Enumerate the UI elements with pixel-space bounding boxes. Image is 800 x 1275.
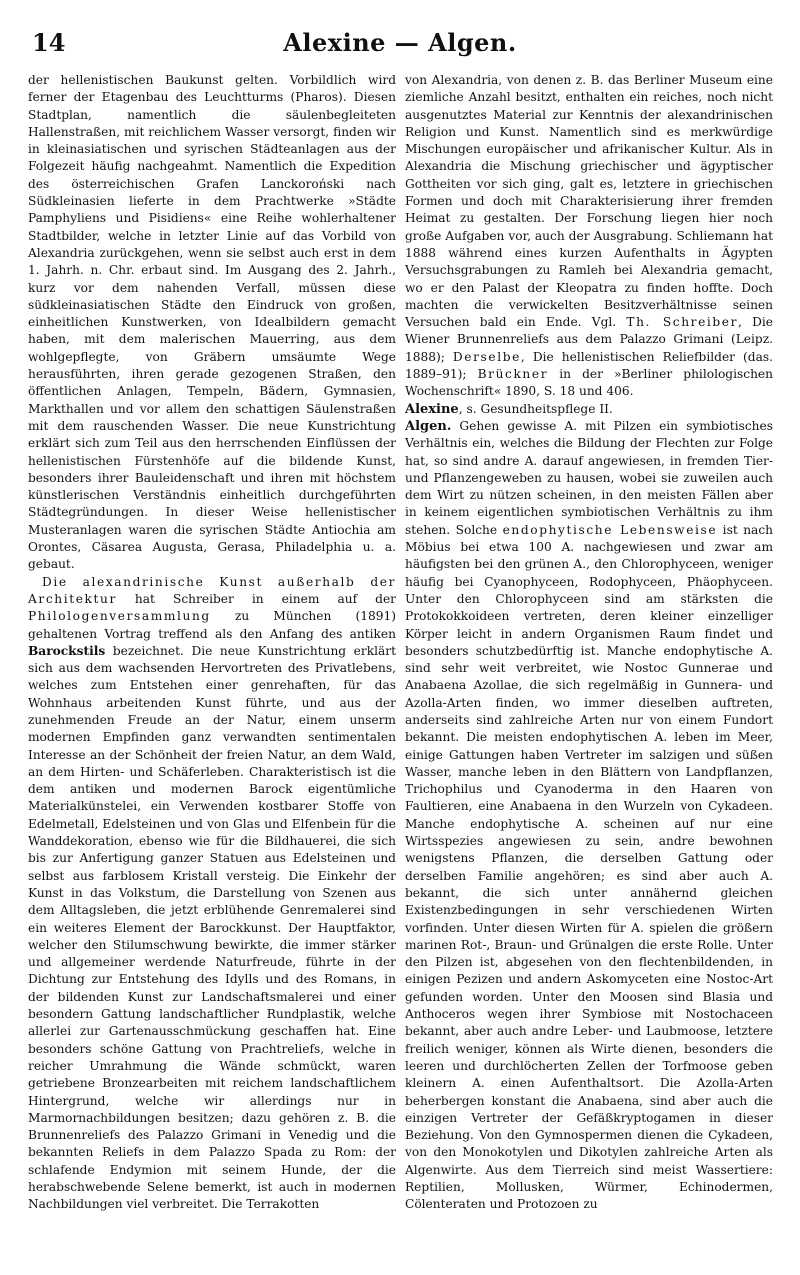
right-column [405,72,773,1267]
text-run: ist nach Möbius bei etwa 100 A. nachgewiesen und zwar am häufigsten bei den grünen A., den Chlorophyceen, weniger häufig bei Cyanophyceen, Rodophyceen, Phäophyceen. Unter den Chlorophyceen sind am stärksten die Protokokkoideen vertreten, deren kleiner einzelliger Körper leicht in andern Organismen Raum findet und besonders schutzbedürftig ist. Manche endophytische A. sind sehr weit verbreitet, wie Nostoc Gunnerae und Anabaena Azollae, die sich regelmäßig in Gunnera- und Azolla-Arten finden, wo immer dieselben auftreten, anderseits sind zahlreiche Arten nur von einem Fundort bekannt. Die meisten endophytischen A. leben im Meer, einige Gattungen haben Vertreter im salzigen und süßen Wasser, manche leben in den Blättern von Landpflanzen, Trichophilus und Cyanoderma in den Haaren von Faultieren, eine Anabaena in den Wurzeln von Cykadeen. Manche endophytische A. scheinen auf nur eine Wirtsspezies angewiesen zu sein, andre bewohnen wenigstens Pflanzen, die derselben Gattung oder derselben Familie angehören; es sind aber auch A. bekannt, die sich unter annähernd gleichen Existenzbedingungen in sehr verschiedenen Wirten vorfinden. Unter diesen Wirten für A. spielen die größern marinen Rot-, Braun- und Grünalgen die erste Rolle. Unter den Pilzen ist, abgesehen von den flechtenbildenden, in einigen Pezizen und andern Askomyceten eine Nostoc-Art gefunden worden. Unter den Moosen sind Blasia und Anthoceros wegen ihrer Symbiose mit Nostochaceen bekannt, aber auch andre Leber- und Laubmoose, letztere freilich weniger, können als Wirte dienen, besonders die leeren und durchlöcherten Zellen der Torfmoose geben kleinern A. einen Aufenthaltsort. Die Azolla-Arten beherbergen konstant die Anabaena, sind aber auch die einzigen Vertreter der Gefäßkryptogamen in dieser Beziehung. Von den Gymnospermen dienen die Cykadeen, von den Monokotylen und Dikotylen zahlreiche Arten als Algenwirte. Aus dem Tierreich sind meist Wassertiere: Reptilien, Mollusken, Würmer, Echinodermen, Cölenteraten und Protozoen zu [405,522,773,1212]
entry-alexine [405,401,773,418]
text-run: von Alexandria, von denen z. B. das Berliner Museum eine ziemliche Anzahl besitzt, enthalten ein reiches, noch nicht ausgenutztes Material zur Kenntnis der alexandrinischen Religion und Kunst. Namentlich sind es merkwürdige Mischungen europäischer und afrikanischer Kultur. Als in Alexandria die Mischung griechischer und ägyptischer Gottheiten vor sich ging, galt es, letztere in griechischen Formen und doch mit Charakterisierung ihrer fremden Heimat zu gestalten. Der Forschung liegen hier noch große Aufgaben vor, auch der Ausgrabung. Schliemann hat 1888 während eines kurzen Aufenthalts in Ägypten Versuchsgrabungen zu Ramleh bei Alexandria gemacht, wo er den Palast der Kleopatra zu finden hoffte. Doch machten die verwickelten Besitzverhältnisse seinen Versuchen bald ein Ende. Vgl. [405,73,773,330]
page-header [30,20,770,60]
text-run: , Die hellenistischen Reliefbilder (das. 1889–91); [405,349,773,382]
cross-reference: , s. Gesundheitspflege II. [458,401,613,416]
text-run: zu München (1891) gehaltenen Vortrag treffend als den Anfang des antiken [28,609,396,641]
paragraph-terrakotten [405,72,773,401]
emphasis-barockstil: Barockstils [28,643,106,658]
text-run: Gehen gewisse A. mit Pilzen ein symbiotisches Verhältnis ein, welches die Bildung der Flechten zur Folge hat, so sind andre A. darauf angewiesen, in fremden Tier- und Pflanzengeweben zu hausen, wobei sie zuweilen auch dem Wirt zu nützen scheinen, in den meisten Fällen aber in keinem eigentlichen symbiotischen Verhältnis zu ihm stehen. Solche [405,418,773,537]
author-reference: Th. Schreiber [626,315,739,330]
page-number: 14 [32,28,66,57]
emphasis-philologen: Philologenversammlung [28,609,211,624]
entry-headword: Algen. [405,418,452,434]
entry-algen [405,418,773,1214]
paragraph-architecture: der hellenistischen Baukunst gelten. Vorbildlich wird ferner der Etagenbau des Leuchtturms (Pharos). Diesen Stadtplan, namentlich die säulenbegleiteten Hallenstraßen, mit reichlichem Wasser versorgt, finden wir in kleinasiatischen und syrischen Städteanlagen aus der Folgezeit häufig nachgeahmt. Namentlich die Expedition des österreichischen Grafen Lanckoroński nach Südkleinasien lieferte in dem Prachtwerke »Städte Pamphyliens und Pisidiens« eine Reihe wohlerhaltener Stadtbilder, welche in letzter Linie auf das Vorbild von Alexandria zurückgehen, wenn sie selbst auch erst in dem 1. Jahrh. n. Chr. erbaut sind. Im Ausgang des 2. Jahrh., kurz vor dem nahenden Verfall, müssen diese südkleinasiatischen Städte den Eindruck von großen, einheitlichen Kunstwerken, von Idealbildern gemacht haben, mit dem malerischen Mauerring, aus dem wohlgepflegte, von Gräbern umsäumte Wege herausführten, ihren geradе gezogenen Straßen, den öffentlichen Anlagen, Tempeln, Bädern, Gymnasien, Markthallen und vor allem den schattigen Säulenstraßen mit dem rauschenden Wasser. Die neue Kunstrichtung erklärt sich zum Teil aus den herrschenden Einflüssen der hellenistischen Fürstenhöfe auf die bildende Kunst, besonders ihrer Bauleidenschaft und ihren mit höchstem künstlerischen Verständnis einheitlich durchgeführten Städtegründungen. In dieser Weise hellenistischer Musteranlagen waren die syrischen Städte Antiochia am Orontes, Cäsarea Augusta, Gerasa, Philadelphia u. a. gebaut. [28,73,396,572]
text-run: hat Schreiber in einem auf der [116,591,396,606]
text-run: bezeichnet. Die neue Kunstrichtung erklärt sich aus dem wachsenden Hervortreten des Privatlebens, welches zum Entstehen einer genrehaften, für das Wohnhaus arbeitenden Kunst führte, und aus der zunehmenden Freude an der Natur, einem unserm modernen Empfinden ganz verwandten sentimentalen Interesse an der Schönheit der freien Natur, an dem Wald, an dem Hirten- und Schäferleben. Charakteristisch ist die dem antiken und modernen Barock eigentümliche Materialkünstelei, ein Verwenden kostbarer Stoffe von Edelmetall, Edelsteinen und von Glas und Elfenbein für die Wanddekoration, ebenso wie für die Bildhauerei, die sich bis zur Anfertigung ganzer Statuen aus Edelsteinen und selbst aus farblosem Kristall versteig. Die Einkehr der Kunst in das Volkstum, die Darstellung von Szenen aus dem Alltagsleben, die jetzt erblühende Genremalerei sind ein weiteres Element der Barockkunst. Der Hauptfaktor, welcher den Stilumschwung bewirkte, die immer stärker und allgemeiner werdende Naturfreude, führte in der Dichtung zur Entstehung des Idylls und des Romans, in der bildenden Kunst zur Landschaftsmalerei und einer besondern Gattung landschaftlicher Rundplastik, welche allerlei zur Gartenausschmückung geschaffen hat. Eine besonders schöne Gattung von Prachtreliefs, welche in reicher Umrahmung die Wände schmückt, waren getriebene Bronzearbeiten mit reichem landschaftlichem Hintergrund, welche wir allerdings nur in Marmornachbildungen besitzen; dazu gehören z. B. die Brunnenreliefs des Palazzo Grimani in Venedig und die bekannten Reliefs in dem Palazzo Spada zu Rom: der schlafende Endymion mit seinem Hunde, der die herabschwebende Selene bemerkt, ist auch in modernen Nachbildungen viel verbreitet. Die Terrakotten [28,643,396,1212]
text-run: in der »Berliner philologischen Wochenschrift« 1890, S. 18 und 406. [405,367,773,399]
section-lead: Die alexandrinische Kunst außerhalb der Architektur [28,574,396,606]
emphasis-lebensweise: endophytische Lebensweise [502,522,718,537]
left-column [28,72,396,1267]
entry-headword: Alexine [405,401,459,417]
text-run: , Die Wiener Brunnenreliefs aus dem Palazzo Grimani (Leipz. 1888); [405,315,773,364]
author-reference: Brückner [477,367,549,382]
author-reference: Derselbe [452,349,521,364]
running-title: Alexine — Algen. [283,28,517,57]
paragraph-alexandrian-art [28,574,396,1214]
